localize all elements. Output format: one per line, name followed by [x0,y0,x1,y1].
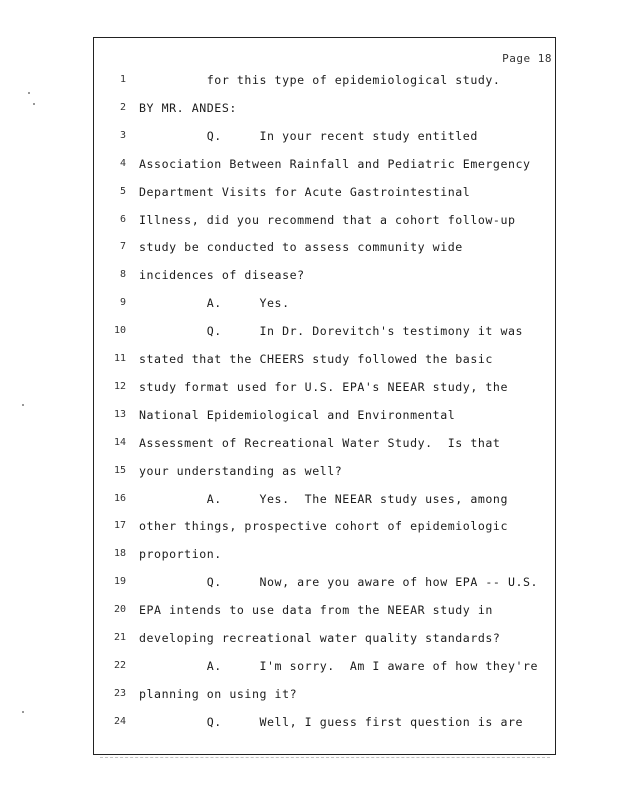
scan-speck [22,711,24,713]
line-text: for this type of epidemiological study. [139,73,501,87]
line-number: 11 [113,353,126,364]
transcript-line [0,297,618,317]
line-text: study be conducted to assess community wide [139,240,463,255]
line-text: study format used for U.S. EPA's NEEAR study, the [139,379,508,394]
line-text: Department Visits for Acute Gastrointestinal [139,184,471,199]
transcript-line [0,130,618,150]
page-number: Page 18 [502,52,552,65]
line-number: 1 [119,74,126,85]
line-text: A. Yes. The NEEAR study uses, among [139,491,508,506]
line-number: 8 [119,269,126,281]
line-number: 10 [113,325,126,337]
scan-speck [28,92,30,94]
line-text: EPA intends to use data from the NEEAR study in [139,603,493,618]
line-number: 17 [113,520,126,532]
line-text: Q. In your recent study entitled [139,128,478,143]
transcript-line [0,632,618,652]
line-number: 7 [119,241,126,253]
transcript-line [0,214,618,234]
line-text: stated that the CHEERS study followed the basic [139,352,493,366]
transcript-line [0,548,618,568]
line-number: 16 [113,492,126,504]
line-number: 13 [113,408,126,420]
line-number: 6 [119,213,126,225]
transcript-line [0,576,618,596]
line-text: Illness, did you recommend that a cohort follow-up [139,212,516,227]
line-number: 4 [119,157,126,169]
line-text: incidences of disease? [139,268,305,283]
line-text: National Epidemiological and Environmental [139,407,456,422]
line-number: 23 [113,687,126,699]
line-number: 5 [119,185,126,197]
scan-speck [33,103,35,105]
transcript-line [0,102,618,122]
line-text: other things, prospective cohort of epidemiologic [139,519,508,534]
line-number: 2 [119,101,126,113]
line-number: 18 [113,548,126,560]
line-number: 24 [113,715,126,727]
line-number: 19 [113,576,126,588]
line-number: 3 [119,129,126,141]
transcript-line [0,688,618,708]
scan-speck [22,404,24,406]
transcript-line [0,381,618,401]
line-text: Q. In Dr. Dorevitch's testimony it was [139,324,524,339]
line-text: proportion. [139,547,222,562]
transcript-line [0,74,618,94]
line-text: your understanding as well? [139,463,343,478]
transcript-line [0,353,618,373]
transcript-line [0,409,618,429]
transcript-line [0,493,618,513]
line-number: 20 [113,604,126,616]
transcript-line [0,716,618,736]
line-number: 12 [113,380,126,392]
transcript-line [0,186,618,206]
line-text: Assessment of Recreational Water Study. Is that [139,435,501,450]
transcript-line [0,269,618,289]
scan-noise [100,757,550,760]
line-text: Q. Now, are you aware of how EPA -- U.S. [139,575,539,590]
line-number: 14 [113,436,126,448]
line-number: 21 [113,632,126,643]
line-text: A. I'm sorry. Am I aware of how they're [139,658,539,673]
line-number: 15 [113,464,126,476]
line-number: 22 [113,659,126,671]
line-text: Association Between Rainfall and Pediatric Emergency [139,156,531,171]
transcript-line [0,437,618,457]
line-text: planning on using it? [139,686,298,701]
line-text: Q. Well, I guess first question is are [139,714,524,729]
transcript-line [0,325,618,345]
transcript-line [0,241,618,261]
line-text: BY MR. ANDES: [139,100,237,115]
transcript-line [0,660,618,680]
transcript-line [0,520,618,540]
transcript-line [0,465,618,485]
transcript-line [0,604,618,624]
line-text: developing recreational water quality standards? [139,631,501,645]
transcript-line [0,158,618,178]
line-number: 9 [119,297,126,309]
line-text: A. Yes. [139,296,290,311]
